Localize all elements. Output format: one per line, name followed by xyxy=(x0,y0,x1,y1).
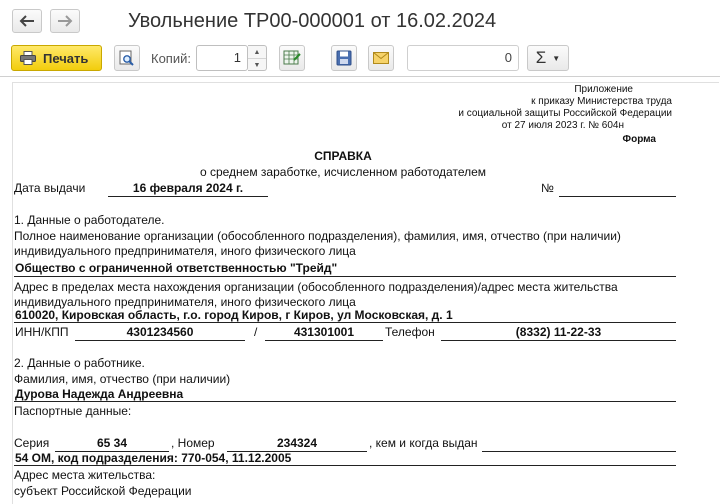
number2-label: , Номер xyxy=(171,436,215,450)
envelope-icon xyxy=(373,52,389,64)
phone-label: Телефон xyxy=(385,325,435,339)
copies-stepper[interactable] xyxy=(248,45,267,71)
issued-label: , кем и когда выдан xyxy=(369,436,478,450)
table-icon xyxy=(283,50,301,66)
sum-button[interactable] xyxy=(527,45,569,71)
org-name-label-line1: Полное наименование организации (обособленного подразделения), фамилия, имя, отчество (при наличии) xyxy=(14,229,621,243)
address-label-line1: Адрес в пределах места нахождения организации (обособленного подразделения)/адрес места жительства xyxy=(14,280,618,294)
address-label-line2: индивидуального предпринимателя, иного физического лица xyxy=(14,295,356,309)
number2-value: 234324 xyxy=(276,436,318,450)
address-value: 610020, Кировская область, г.о. город Киров, г Киров, ул Московская, д. 1 xyxy=(15,308,453,322)
arrow-right-icon xyxy=(57,15,73,27)
toolbar xyxy=(0,42,720,74)
subject-label: субъект Российской Федерации xyxy=(14,484,192,498)
series-label: Серия xyxy=(14,436,50,450)
section2-title: 2. Данные о работнике. xyxy=(14,356,145,370)
number-label: № xyxy=(541,181,554,195)
fio-underline xyxy=(14,401,676,402)
stepper-down-icon[interactable]: ▼ xyxy=(253,61,261,69)
issued-underline xyxy=(482,451,676,452)
inn-underline xyxy=(75,340,245,341)
issued-value-underline xyxy=(14,465,676,466)
issue-date-label: Дата выдачи xyxy=(14,181,86,195)
org-name-underline xyxy=(14,276,676,277)
address-underline xyxy=(14,322,676,323)
appendix-line-2: к приказу Министерства труда xyxy=(531,96,672,107)
copies-label: Копий: xyxy=(151,51,191,66)
print-button-label: Печать xyxy=(43,50,89,66)
passport-label: Паспортные данные: xyxy=(14,404,132,418)
save-button[interactable] xyxy=(331,45,357,71)
window-title: Увольнение ТР00-000001 от 16.02.2024 xyxy=(128,10,497,32)
kpp-value: 431301001 xyxy=(293,325,355,339)
kpp-underline xyxy=(265,340,383,341)
issue-date-underline xyxy=(108,196,268,197)
appendix-line-1: Приложение xyxy=(574,84,633,95)
number-underline xyxy=(559,196,676,197)
form-label: Форма xyxy=(622,134,656,145)
printer-icon xyxy=(20,51,36,65)
document-subheading: о среднем заработке, исчисленном работодателем xyxy=(199,165,487,179)
preview-button[interactable] xyxy=(114,45,140,71)
sigma-icon: Σ xyxy=(535,48,547,67)
stepper-up-icon[interactable]: ▲ xyxy=(248,46,266,59)
arrow-left-icon xyxy=(19,15,35,27)
floppy-disk-icon xyxy=(336,50,352,66)
inn-kpp-label: ИНН/КПП xyxy=(15,325,69,339)
back-button[interactable] xyxy=(12,9,42,33)
title-bar xyxy=(0,0,720,42)
sum-field[interactable]: 0 xyxy=(407,45,519,71)
residence-label: Адрес места жительства: xyxy=(14,468,156,482)
org-name-value: Общество с ограниченной ответственностью "Трейд" xyxy=(15,261,338,275)
chevron-down-icon: ▼ xyxy=(552,53,561,63)
fio-value: Дурова Надежда Андреевна xyxy=(15,387,184,401)
slash-separator: / xyxy=(254,325,258,339)
section1-title: 1. Данные о работодателе. xyxy=(14,213,165,227)
spreadsheet-document xyxy=(12,82,719,504)
copies-input[interactable]: 1 xyxy=(196,45,248,71)
print-button[interactable] xyxy=(11,45,102,71)
document-heading: СПРАВКА xyxy=(314,149,372,163)
email-button[interactable] xyxy=(368,45,394,71)
appendix-line-3: и социальной защиты Российской Федерации xyxy=(458,108,672,119)
series-value: 65 34 xyxy=(96,436,128,450)
phone-underline xyxy=(441,340,676,341)
issued-value: 54 ОМ, код подразделения: 770-054, 11.12.2005 xyxy=(15,451,292,465)
issue-date-value: 16 февраля 2024 г. xyxy=(132,181,244,195)
appendix-line-4: от 27 июля 2023 г. № 604н xyxy=(501,120,624,131)
fio-label: Фамилия, имя, отчество (при наличии) xyxy=(14,372,231,386)
document-viewport[interactable] xyxy=(0,76,720,503)
table-settings-button[interactable] xyxy=(279,45,305,71)
magnifier-icon xyxy=(119,50,135,66)
inn-value: 4301234560 xyxy=(126,325,194,339)
phone-value: (8332) 11-22-33 xyxy=(515,325,602,339)
org-name-label-line2: индивидуального предпринимателя, иного физического лица xyxy=(14,244,356,258)
forward-button[interactable] xyxy=(50,9,80,33)
